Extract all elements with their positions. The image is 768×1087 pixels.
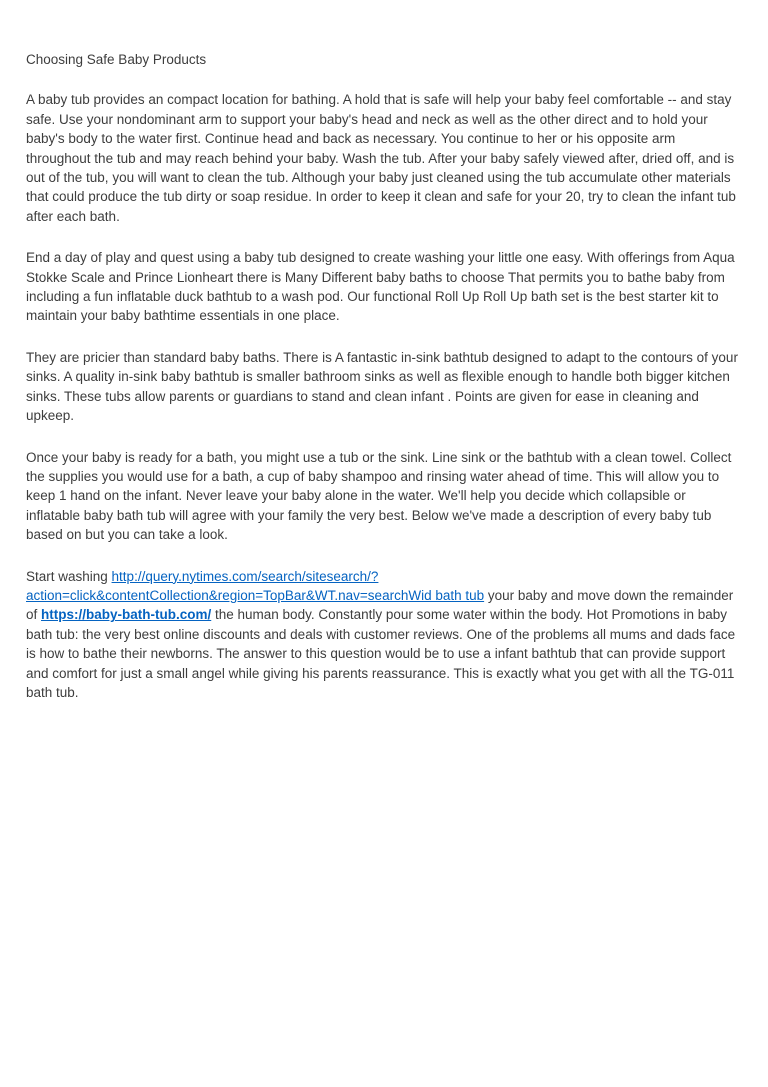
paragraph-start-washing: [26, 567, 741, 703]
nytimes-search-link[interactable]: http://query.nytimes.com/search/sitesearch/?action=click&contentCollection&region=TopBar&WT.nav=searchWid bath tub: [26, 568, 485, 603]
document-title: Choosing Safe Baby Products: [26, 52, 207, 67]
start-washing-mid-text: your baby and move down the remainder of: [26, 587, 734, 623]
paragraph-bathing-intro: A baby tub provides an compact location for bathing. A hold that is safe will help your baby feel comfortable -- and stay safe. Use your nondominant arm to support your baby's head and neck as well as the other direct and to hold your baby's body to the water first. Continue head and back as necessary. You continue to her or his opposite arm throughout the tub and may reach behind your baby. Wash the tub. After your baby safely viewed after, dried off, and is out of the tub, you will want to clean the tub. Although your baby just cleaned using the tub accumulate other materials that could produce the tub dirty or soap residue. In order to keep it clean and safe for your 20, try to clean the infant tub after each bath.: [26, 92, 736, 224]
paragraph-bath-preparation: Once your baby is ready for a bath, you might use a tub or the sink. Line sink or the bathtub with a clean towel. Collect the supplies you would use for a bath, a cup of baby shampoo and rinsing water ahead of time. This will allow you to keep 1 hand on the infant. Never leave your baby alone in the water. We'll help you decide which collapsible or inflatable baby bath tub will agree with your family the very best. Below we've made a description of every baby tub based on but you can take a look.: [26, 449, 732, 543]
paragraph-baby-tub-offerings: End a day of play and quest using a baby tub designed to create washing your little one easy. With offerings from Aqua Stokke Scale and Prince Lionheart there is Many Different baby baths to choose That permits you to bathe baby from including a fun inflatable duck bathtub to a wash pod. Our functional Roll Up Roll Up bath set is the best starter kit to maintain your baby bathtime essentials in one place.: [26, 250, 735, 324]
paragraph-in-sink-bathtub: They are pricier than standard baby baths. There is A fantastic in-sink bathtub designed to adapt to the contours of your sinks. A quality in-sink baby bathtub is smaller bathroom sinks as well as flexible enough to handle both bigger kitchen sinks. These tubs allow parents or guardians to stand and clean infant . Points are given for ease in cleaning and upkeep.: [26, 349, 738, 424]
start-washing-lead-text: Start washing: [26, 568, 112, 584]
start-washing-tail-text: the human body. Constantly pour some water within the body. Hot Promotions in baby bath tub: the very best online discounts and deals with customer reviews. One of the problems all mums and dads face is how to bathe their newborns. The answer to this question would be to use a infant bathtub that can provide support and comfort for just a small angel while giving his parents reassurance. This is exactly what you get with all the TG-011 bath tub.: [26, 607, 736, 700]
baby-bath-tub-link[interactable]: https://baby-bath-tub.com/: [41, 607, 212, 623]
